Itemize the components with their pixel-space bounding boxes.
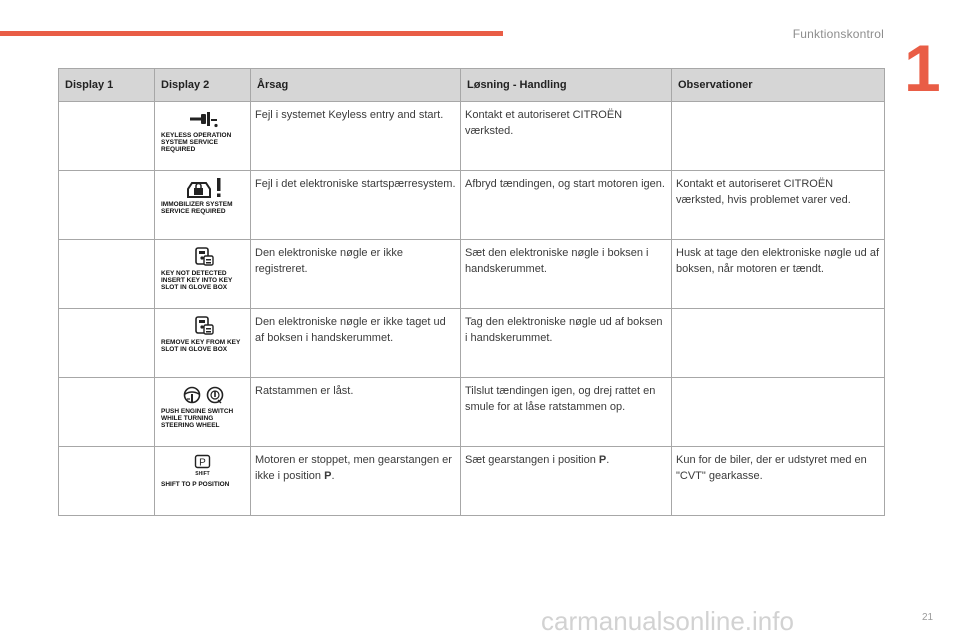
solution-cell: Sæt den elektroniske nøgle i boksen i handskerummet. — [461, 240, 672, 309]
display-message: KEY NOT DETECTED INSERT KEY INTO KEY SLOT IN GLOVE BOX — [161, 270, 233, 292]
immobilizer-warning-icon — [184, 177, 224, 199]
cause-cell: Ratstammen er låst. — [251, 378, 461, 447]
section-title: Funktionskontrol — [792, 27, 884, 41]
column-header-cause: Årsag — [251, 69, 461, 102]
display2-cell — [155, 309, 251, 378]
display1-cell — [59, 102, 155, 171]
display2-cell — [155, 378, 251, 447]
display1-cell — [59, 171, 155, 240]
display1-cell — [59, 447, 155, 516]
display1-cell — [59, 240, 155, 309]
display2-cell — [155, 102, 251, 171]
display1-cell — [59, 309, 155, 378]
solution-cell: Tag den elektroniske nøgle ud af boksen i handskerummet. — [461, 309, 672, 378]
observation-cell: Husk at tage den elektroniske nøgle ud af boksen, når motoren er tændt. — [672, 240, 885, 309]
watermark: carmanualsonline.info — [541, 606, 794, 636]
table-header-row — [59, 69, 885, 102]
fault-table — [58, 68, 885, 516]
observation-cell: Kontakt et autoriseret CITROËN værksted, hvis problemet varer ved. — [672, 171, 885, 240]
cause-text: Motoren er stoppet, men gearstangen er ikke i position — [255, 454, 452, 482]
display-message: SHIFT TO P POSITION — [161, 481, 230, 488]
display-message: KEYLESS OPERATION SYSTEM SERVICE REQUIRED — [161, 132, 232, 154]
cause-cell: Den elektroniske nøgle er ikke registreret. — [251, 240, 461, 309]
display2-cell — [155, 171, 251, 240]
column-header-display1: Display 1 — [59, 69, 155, 102]
solution-cell: Afbryd tændingen, og start motoren igen. — [461, 171, 672, 240]
cause-cell: Fejl i det elektroniske startspærresystem. — [251, 171, 461, 240]
display-message: PUSH ENGINE SWITCH WHILE TURNING STEERING WHEEL — [161, 408, 234, 430]
cause-cell: Den elektroniske nøgle er ikke taget ud af boksen i handskerummet. — [251, 309, 461, 378]
steering-wheel-icon — [183, 386, 201, 404]
column-header-observation: Observationer — [672, 69, 885, 102]
observation-cell — [672, 309, 885, 378]
observation-cell — [672, 378, 885, 447]
display2-cell — [155, 447, 251, 516]
solution-cell — [461, 447, 672, 516]
display2-cell — [155, 240, 251, 309]
column-header-solution: Løsning - Handling — [461, 69, 672, 102]
column-header-display2: Display 2 — [155, 69, 251, 102]
observation-cell — [672, 102, 885, 171]
table-row — [59, 378, 885, 447]
observation-cell: Kun for de biler, der er udstyret med en "CVT" gearkasse. — [672, 447, 885, 516]
cause-suffix: . — [331, 470, 335, 482]
gear-position-p: P — [598, 454, 607, 466]
keyless-key-icon — [189, 110, 219, 128]
display-message: REMOVE KEY FROM KEY SLOT IN GLOVE BOX — [161, 339, 241, 354]
push-button-icon — [206, 386, 224, 404]
table-row — [59, 102, 885, 171]
electronic-key-icon — [193, 316, 215, 336]
shift-p-icon — [194, 454, 214, 478]
solution-suffix: . — [606, 454, 610, 466]
shift-icon-label: SHIFT — [194, 471, 210, 477]
chapter-number: 1 — [904, 31, 941, 105]
svg-text:P: P — [198, 457, 206, 469]
gear-position-p: P — [324, 470, 332, 482]
cause-cell — [251, 447, 461, 516]
table-row — [59, 447, 885, 516]
electronic-key-icon — [193, 247, 215, 267]
table-row — [59, 240, 885, 309]
cause-cell: Fejl i systemet Keyless entry and start. — [251, 102, 461, 171]
header-accent-bar — [0, 31, 503, 36]
display-message: IMMOBILIZER SYSTEM SERVICE REQUIRED — [161, 201, 233, 216]
table-row — [59, 171, 885, 240]
table-row — [59, 309, 885, 378]
solution-cell: Kontakt et autoriseret CITROËN værksted. — [461, 102, 672, 171]
solution-text: Sæt gearstangen i position — [465, 454, 599, 466]
page-number: 21 — [922, 612, 934, 623]
solution-cell: Tilslut tændingen igen, og drej rattet en smule for at låse ratstammen op. — [461, 378, 672, 447]
display1-cell — [59, 378, 155, 447]
